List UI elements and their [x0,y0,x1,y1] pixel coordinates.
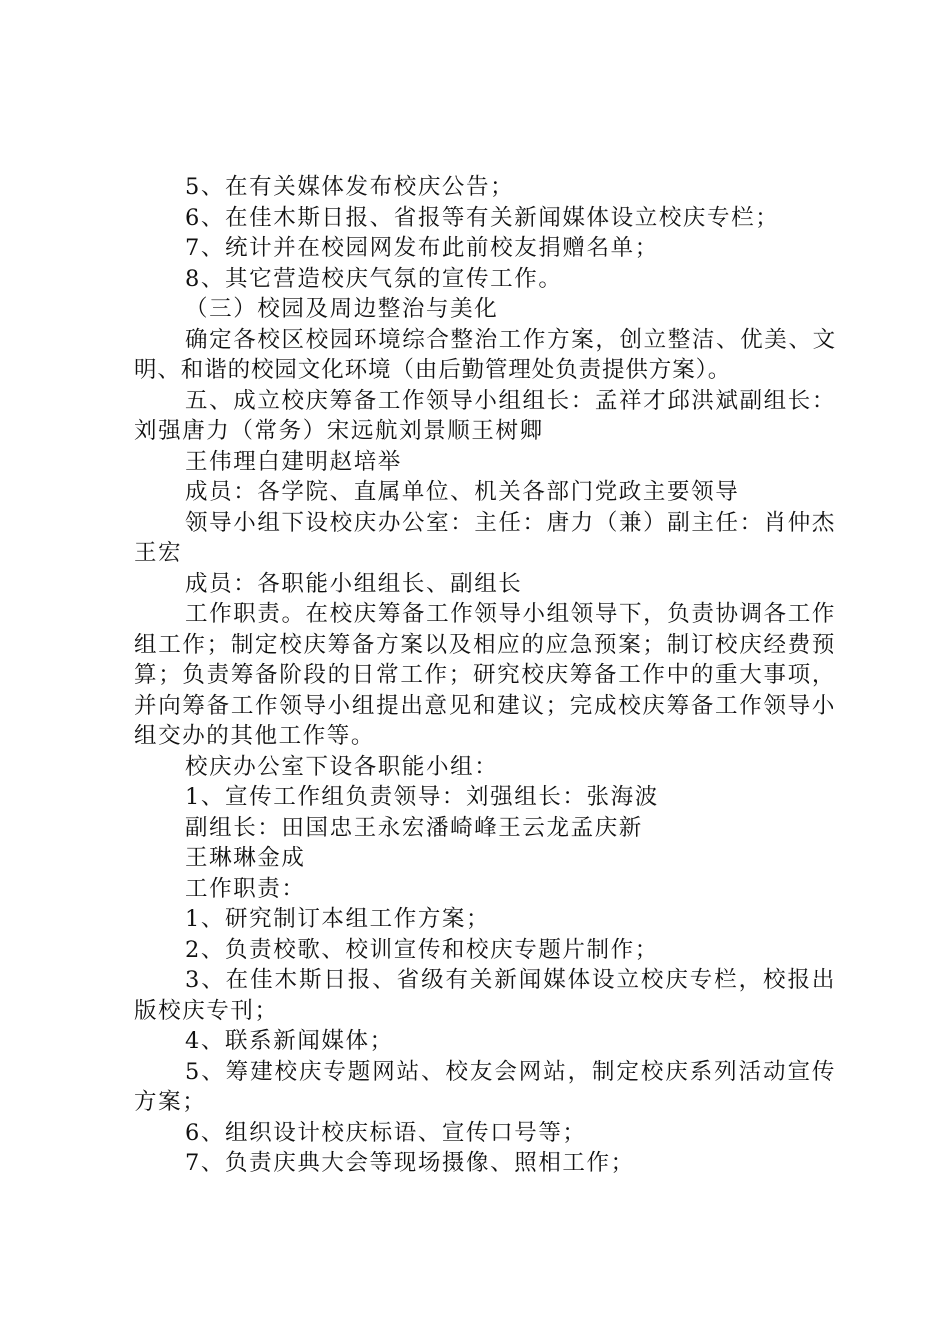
paragraph-8: 王伟理白建明赵培举 [185,448,402,475]
paragraph-1: 5、在有关媒体发布校庆公告； [185,174,515,200]
paragraph-20: 3、在佳木斯日报、省级有关新闻媒体设立校庆专栏，校报出版校庆专刊； [134,967,836,1024]
paragraph-2: 6、在佳木斯日报、省报等有关新闻媒体设立校庆专栏； [185,204,780,231]
paragraph-7: 五、成立校庆筹备工作领导小组组长：孟祥才邱洪斌副组长：刘强唐力（常务）宋远航刘景顺王树卿 [134,387,836,444]
paragraph-19: 2、负责校歌、校训宣传和校庆专题片制作； [185,936,659,963]
paragraph-11: 成员：各职能小组组长、副组长 [185,570,523,597]
paragraph-21: 4、联系新闻媒体； [185,1028,394,1054]
paragraph-18: 1、研究制订本组工作方案； [185,906,491,932]
paragraph-23: 6、组织设计校庆标语、宣传口号等； [185,1119,587,1146]
paragraph-22: 5、筹建校庆专题网站、校友会网站，制定校庆系列活动宣传方案； [134,1058,836,1115]
paragraph-15: 副组长：田国忠王永宏潘崎峰王云龙孟庆新 [185,814,643,841]
paragraph-14: 1、宣传工作组负责领导：刘强组长：张海波 [185,784,659,810]
paragraph-3: 7、统计并在校园网发布此前校友捐赠名单； [185,235,659,261]
paragraph-10: 领导小组下设校庆办公室：主任：唐力（兼）副主任：肖仲杰王宏 [134,509,836,566]
paragraph-9: 成员：各学院、直属单位、机关各部门党政主要领导 [185,479,740,505]
paragraph-12: 工作职责。在校庆筹备工作领导小组领导下，负责协调各工作组工作；制定校庆筹备方案以及相应的应急预案；制订校庆经费预算；负责筹备阶段的日常工作；研究校庆筹备工作中的重大事项，并向筹备工作领导小组提出意见和建议；完成校庆筹备工作领导小组交办的其他工作等。 [134,601,836,749]
section-heading: （三）校园及周边整治与美化 [185,296,499,322]
paragraph-13: 校庆办公室下设各职能小组： [185,753,499,780]
paragraph-17: 工作职责： [185,875,306,902]
paragraph-4: 8、其它营造校庆气氛的宣传工作。 [185,265,563,292]
paragraph-6: 确定各校区校园环境综合整治工作方案，创立整洁、优美、文明、和谐的校园文化环境（由后勤管理处负责提供方案）。 [134,326,836,383]
paragraph-24: 7、负责庆典大会等现场摄像、照相工作； [185,1150,635,1176]
paragraph-16: 王琳琳金成 [185,845,306,871]
document-body [134,172,836,1179]
